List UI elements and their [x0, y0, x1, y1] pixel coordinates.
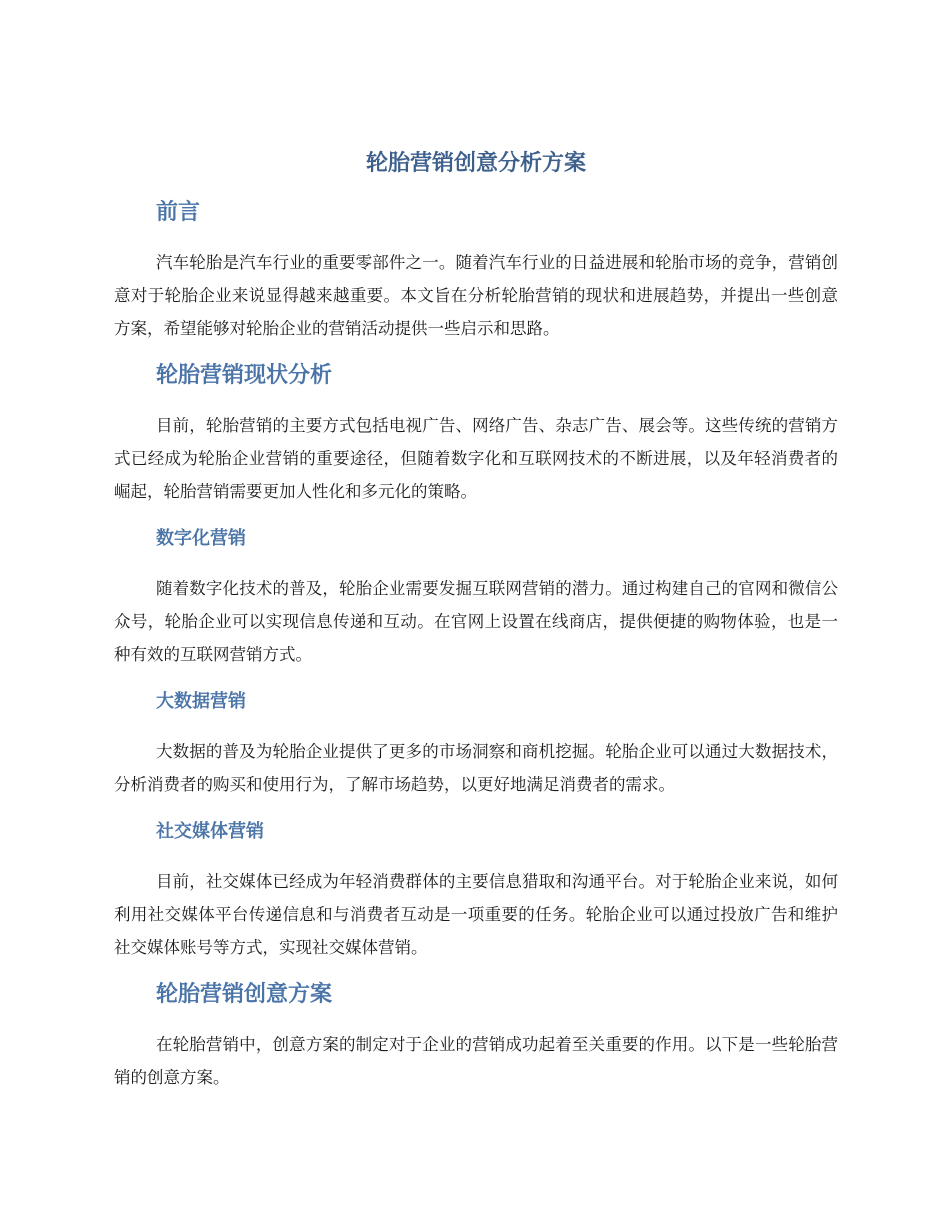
section-heading-digital-marketing: 数字化营销 [156, 528, 246, 549]
section-paragraph-preface: 汽车轮胎是汽车行业的重要零部件之一。随着汽车行业的日益进展和轮胎市场的竞争，营销创意对于轮胎企业来说显得越来越重要。本文旨在分析轮胎营销的现状和进展趋势，并提出一些创意方案，希望能够对轮胎企业的营销活动提供一些启示和思路。 [114, 253, 838, 338]
section-paragraph-big-data-marketing: 大数据的普及为轮胎企业提供了更多的市场洞察和商机挖掘。轮胎企业可以通过大数据技术，分析消费者的购买和使用行为，了解市场趋势，以更好地满足消费者的需求。 [114, 742, 838, 794]
section-heading-status-analysis: 轮胎营销现状分析 [156, 363, 333, 388]
document-content [114, 142, 838, 1094]
section-paragraph-status-analysis: 目前，轮胎营销的主要方式包括电视广告、网络广告、杂志广告、展会等。这些传统的营销方式已经成为轮胎企业营销的重要途径，但随着数字化和互联网技术的不断进展，以及年轻消费者的崛起，轮胎营销需要更加人性化和多元化的策略。 [114, 416, 838, 501]
section-paragraph-social-media-marketing: 目前，社交媒体已经成为年轻消费群体的主要信息猎取和沟通平台。对于轮胎企业来说，如何利用社交媒体平台传递信息和与消费者互动是一项重要的任务。轮胎企业可以通过投放广告和维护社交媒体账号等方式，实现社交媒体营销。 [114, 872, 838, 957]
section-heading-social-media-marketing: 社交媒体营销 [156, 821, 264, 842]
section-heading-preface: 前言 [156, 200, 201, 225]
section-paragraph-digital-marketing: 随着数字化技术的普及，轮胎企业需要发掘互联网营销的潜力。通过构建自己的官网和微信公众号，轮胎企业可以实现信息传递和互动。在官网上设置在线商店，提供便捷的购物体验，也是一种有效的互联网营销方式。 [114, 579, 838, 664]
document-title: 轮胎营销创意分析方案 [365, 151, 586, 176]
section-heading-creative-plan: 轮胎营销创意方案 [156, 982, 333, 1007]
section-heading-big-data-marketing: 大数据营销 [156, 691, 246, 712]
section-paragraph-creative-plan: 在轮胎营销中，创意方案的制定对于企业的营销成功起着至关重要的作用。以下是一些轮胎营销的创意方案。 [114, 1035, 838, 1087]
